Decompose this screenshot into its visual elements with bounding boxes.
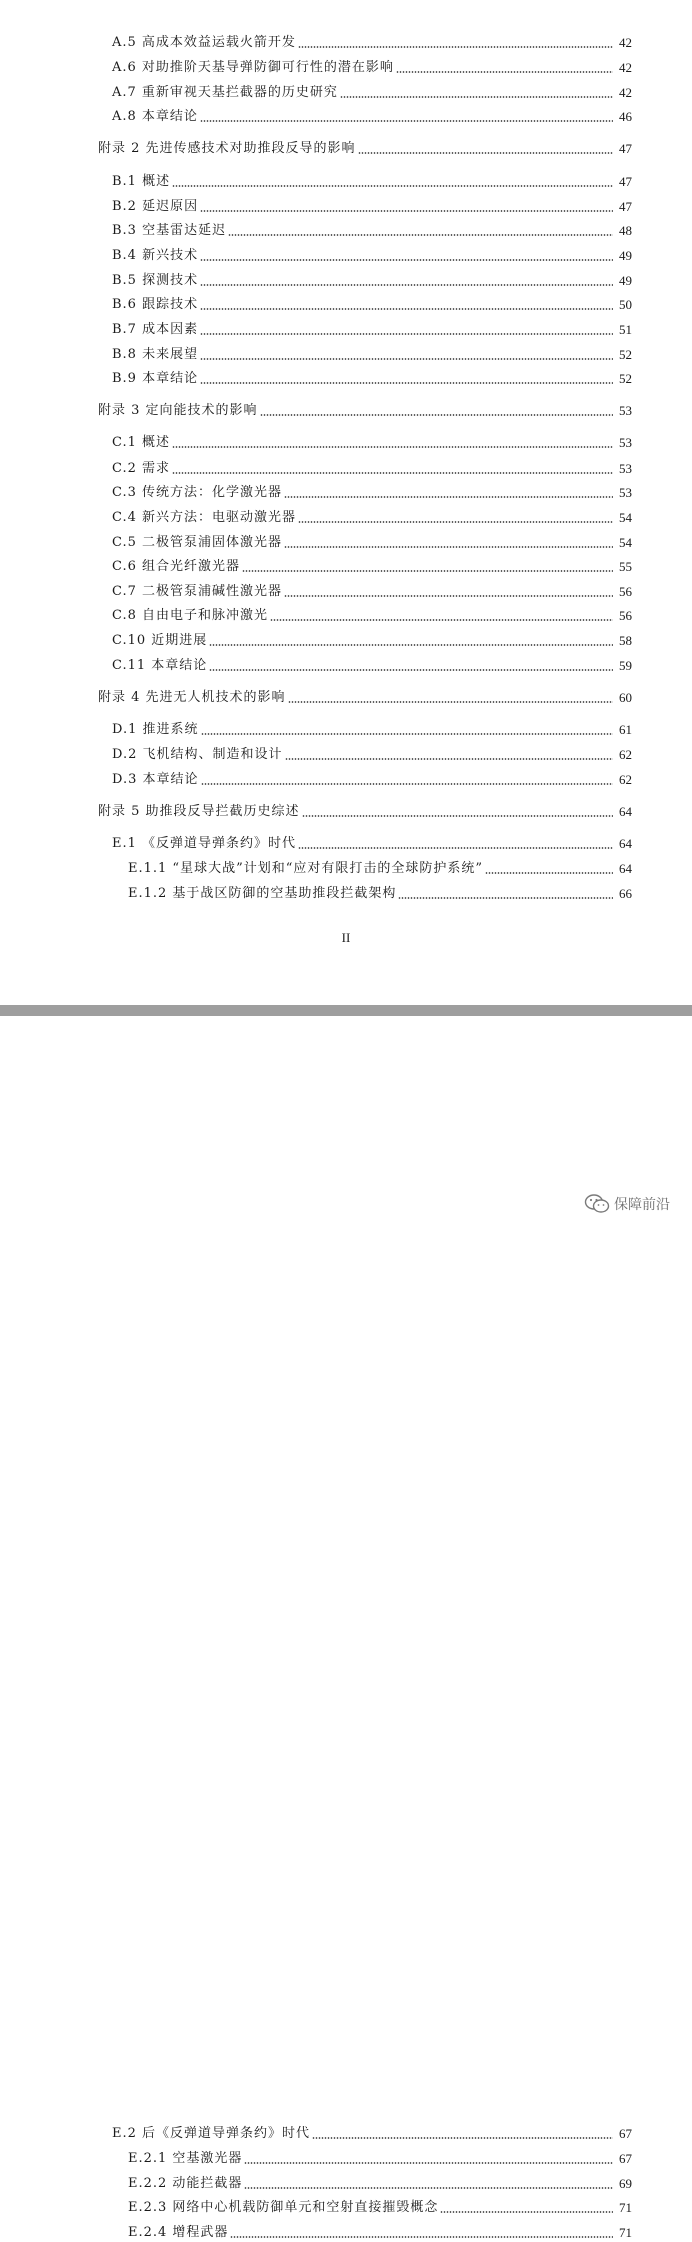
- dot-leader: [200, 209, 613, 213]
- toc-entry-page-number: 58: [619, 633, 632, 648]
- toc-entry-label: B.4 新兴技术: [112, 248, 199, 263]
- toc-entry-page-number: 71: [619, 2200, 632, 2215]
- toc-entry[interactable]: [112, 245, 632, 265]
- dot-leader: [172, 184, 613, 188]
- toc-entry-page-number: 49: [619, 273, 632, 288]
- toc-entry[interactable]: [128, 883, 632, 903]
- toc-entry[interactable]: [112, 319, 632, 339]
- dot-leader: [200, 258, 613, 262]
- dot-leader: [302, 814, 613, 818]
- dot-leader: [200, 357, 613, 361]
- dot-leader: [242, 569, 613, 573]
- toc-entry-page-number: 60: [619, 690, 632, 705]
- toc-entry[interactable]: [98, 400, 632, 420]
- dot-leader: [200, 307, 613, 311]
- dot-leader: [298, 846, 613, 850]
- toc-entry[interactable]: [112, 32, 632, 52]
- document-page-1: [0, 0, 692, 1005]
- toc-entry[interactable]: [112, 630, 632, 650]
- toc-entry-label: B.3 空基雷达延迟: [112, 223, 227, 238]
- toc-entry-page-number: 47: [619, 174, 632, 189]
- toc-entry-label: A.8 本章结论: [112, 109, 198, 124]
- dot-leader: [288, 700, 613, 704]
- toc-entry-label: E.2.4 增程武器: [128, 2225, 229, 2240]
- toc-entry[interactable]: [112, 344, 632, 364]
- toc-entry-label: C.10 近期进展: [112, 633, 208, 648]
- toc-entry-page-number: 48: [619, 223, 632, 238]
- toc-entry-page-number: 51: [619, 322, 632, 337]
- toc-entry-label: B.9 本章结论: [112, 371, 199, 386]
- toc-entry-label: B.2 延迟原因: [112, 199, 199, 214]
- toc-entry[interactable]: [112, 769, 632, 789]
- toc-entry[interactable]: [112, 556, 632, 576]
- toc-entry[interactable]: [112, 57, 632, 77]
- dot-leader: [396, 70, 613, 74]
- dot-leader: [440, 2210, 613, 2214]
- dot-leader: [260, 413, 613, 417]
- watermark: [584, 1193, 670, 1215]
- toc-entry[interactable]: [112, 432, 632, 452]
- toc-entry[interactable]: [112, 833, 632, 853]
- toc-entry-page-number: 53: [619, 403, 632, 418]
- toc-entry-page-number: 47: [619, 199, 632, 214]
- toc-entry[interactable]: [112, 171, 632, 191]
- toc-entry[interactable]: [128, 858, 632, 878]
- toc-entry[interactable]: [112, 368, 632, 388]
- toc-entry-page-number: 54: [619, 535, 632, 550]
- page-number-footer: II: [341, 930, 351, 945]
- dot-leader: [298, 45, 613, 49]
- dot-leader: [485, 871, 613, 875]
- toc-entry-label: 附录 3 定向能技术的影响: [98, 403, 258, 418]
- toc-entry-page-number: 47: [619, 141, 632, 156]
- toc-entry-label: D.2 飞机结构、制造和设计: [112, 747, 283, 762]
- toc-entry-label: C.6 组合光纤激光器: [112, 559, 241, 574]
- toc-entry-label: C.4 新兴方法：电驱动激光器: [112, 510, 297, 525]
- toc-entry-label: B.5 探测技术: [112, 273, 199, 288]
- toc-entry[interactable]: [112, 294, 632, 314]
- dot-leader: [200, 332, 613, 336]
- toc-entry[interactable]: [112, 482, 632, 502]
- toc-entry-page-number: 56: [619, 608, 632, 623]
- toc-entry[interactable]: [112, 220, 632, 240]
- toc-entry-label: C.3 传统方法：化学激光器: [112, 485, 283, 500]
- toc-entry-page-number: 66: [619, 886, 632, 901]
- toc-entry[interactable]: [98, 138, 632, 158]
- dot-leader: [172, 445, 613, 449]
- dot-leader: [284, 594, 613, 598]
- toc-entry-label: D.1 推进系统: [112, 722, 199, 737]
- toc-entry[interactable]: [98, 801, 632, 821]
- toc-entry-label: A.7 重新审视天基拦截器的历史研究: [112, 85, 338, 100]
- toc-entry-label: E.2.3 网络中心机载防御单元和空射直接摧毁概念: [128, 2200, 439, 2215]
- toc-entry[interactable]: [98, 687, 632, 707]
- toc-entry[interactable]: [112, 605, 632, 625]
- toc-entry-page-number: 46: [619, 109, 632, 124]
- toc-entry[interactable]: [112, 196, 632, 216]
- toc-entry[interactable]: [112, 744, 632, 764]
- dot-leader: [284, 545, 613, 549]
- dot-leader: [298, 520, 613, 524]
- dot-leader: [358, 151, 613, 155]
- toc-entry-label: E.2.1 空基激光器: [128, 2151, 243, 2166]
- toc-entry-label: E.1.2 基于战区防御的空基助推段拦截架构: [128, 886, 397, 901]
- dot-leader: [285, 757, 614, 761]
- toc-entry-page-number: 61: [619, 722, 632, 737]
- toc-entry-page-number: 50: [619, 297, 632, 312]
- page-separator: [0, 1005, 692, 1016]
- toc-entry-label: E.1 《反弹道导弹条约》时代: [112, 836, 297, 851]
- toc-entry-label: C.1 概述: [112, 435, 171, 450]
- toc-entry-page-number: 59: [619, 658, 632, 673]
- toc-entry-page-number: 64: [619, 804, 632, 819]
- toc-entry-page-number: 42: [619, 60, 632, 75]
- toc-entry[interactable]: [112, 507, 632, 527]
- dot-leader: [244, 2161, 613, 2165]
- toc-entry-page-number: 49: [619, 248, 632, 263]
- toc-entry-label: 附录 2 先进传感技术对助推段反导的影响: [98, 141, 356, 156]
- toc-entry-label: C.2 需求: [112, 461, 171, 476]
- toc-entry-page-number: 42: [619, 85, 632, 100]
- toc-entry-page-number: 53: [619, 461, 632, 476]
- toc-entry-label: D.3 本章结论: [112, 772, 199, 787]
- dot-leader: [340, 95, 613, 99]
- toc-entry-page-number: 56: [619, 584, 632, 599]
- toc-entry-page-number: 64: [619, 861, 632, 876]
- dot-leader: [270, 618, 613, 622]
- dot-leader: [312, 2136, 613, 2140]
- toc-entry-label: C.8 自由电子和脉冲激光: [112, 608, 269, 623]
- toc-entry-page-number: 52: [619, 371, 632, 386]
- dot-leader: [228, 233, 613, 237]
- toc-entry-page-number: 54: [619, 510, 632, 525]
- toc-entry[interactable]: [112, 82, 632, 102]
- toc-entry-label: E.2.2 动能拦截器: [128, 2176, 243, 2191]
- dot-leader: [200, 283, 613, 287]
- toc-entry-page-number: 69: [619, 2176, 632, 2191]
- watermark-text: 保障前沿: [614, 1197, 670, 1213]
- toc-entry[interactable]: [128, 2222, 632, 2242]
- toc-entry[interactable]: [112, 719, 632, 739]
- toc-entry-label: B.8 未来展望: [112, 347, 199, 362]
- toc-entry-label: C.7 二极管泵浦碱性激光器: [112, 584, 283, 599]
- toc-entry-label: 附录 4 先进无人机技术的影响: [98, 690, 286, 705]
- toc-entry-page-number: 42: [619, 35, 632, 50]
- toc-entry-page-number: 53: [619, 435, 632, 450]
- dot-leader: [230, 2235, 613, 2239]
- toc-entry-page-number: 53: [619, 485, 632, 500]
- toc-entry[interactable]: [112, 106, 632, 126]
- toc-entry-label: A.5 高成本效益运载火箭开发: [112, 35, 296, 50]
- toc-entry[interactable]: [112, 581, 632, 601]
- dot-leader: [209, 668, 613, 672]
- dot-leader: [209, 643, 613, 647]
- toc-entry-page-number: 71: [619, 2225, 632, 2240]
- toc-entry[interactable]: [112, 270, 632, 290]
- wechat-icon: [584, 1193, 610, 1215]
- dot-leader: [201, 782, 614, 786]
- dot-leader: [201, 732, 614, 736]
- toc-entry[interactable]: [128, 2148, 632, 2168]
- toc-entry-label: C.5 二极管泵浦固体激光器: [112, 535, 283, 550]
- toc-entry[interactable]: [112, 458, 632, 478]
- dot-leader: [244, 2186, 613, 2190]
- toc-entry-page-number: 67: [619, 2126, 632, 2141]
- toc-entry[interactable]: [112, 2123, 632, 2143]
- toc-entry-page-number: 62: [619, 772, 632, 787]
- toc-entry-page-number: 55: [619, 559, 632, 574]
- toc-entry-label: B.7 成本因素: [112, 322, 199, 337]
- toc-entry[interactable]: [128, 2173, 632, 2193]
- dot-leader: [200, 381, 613, 385]
- toc-entry-page-number: 64: [619, 836, 632, 851]
- toc-entry-label: B.1 概述: [112, 174, 171, 189]
- toc-entry[interactable]: [112, 655, 632, 675]
- toc-entry-label: E.2 后《反弹道导弹条约》时代: [112, 2126, 311, 2141]
- dot-leader: [200, 119, 613, 123]
- toc-entry-label: B.6 跟踪技术: [112, 297, 199, 312]
- dot-leader: [284, 495, 613, 499]
- toc-entry[interactable]: [112, 532, 632, 552]
- dot-leader: [398, 896, 613, 900]
- toc-entry-label: A.6 对助推阶天基导弹防御可行性的潜在影响: [112, 60, 394, 75]
- toc-entry-label: 附录 5 助推段反导拦截历史综述: [98, 804, 300, 819]
- toc-entry-page-number: 62: [619, 747, 632, 762]
- toc-entry-page-number: 67: [619, 2151, 632, 2166]
- toc-entry-label: E.1.1 “星球大战”计划和“应对有限打击的全球防护系统”: [128, 861, 484, 876]
- toc-entry-page-number: 52: [619, 347, 632, 362]
- dot-leader: [172, 471, 613, 475]
- toc-entry-label: C.11 本章结论: [112, 658, 208, 673]
- toc-entry[interactable]: [128, 2197, 632, 2217]
